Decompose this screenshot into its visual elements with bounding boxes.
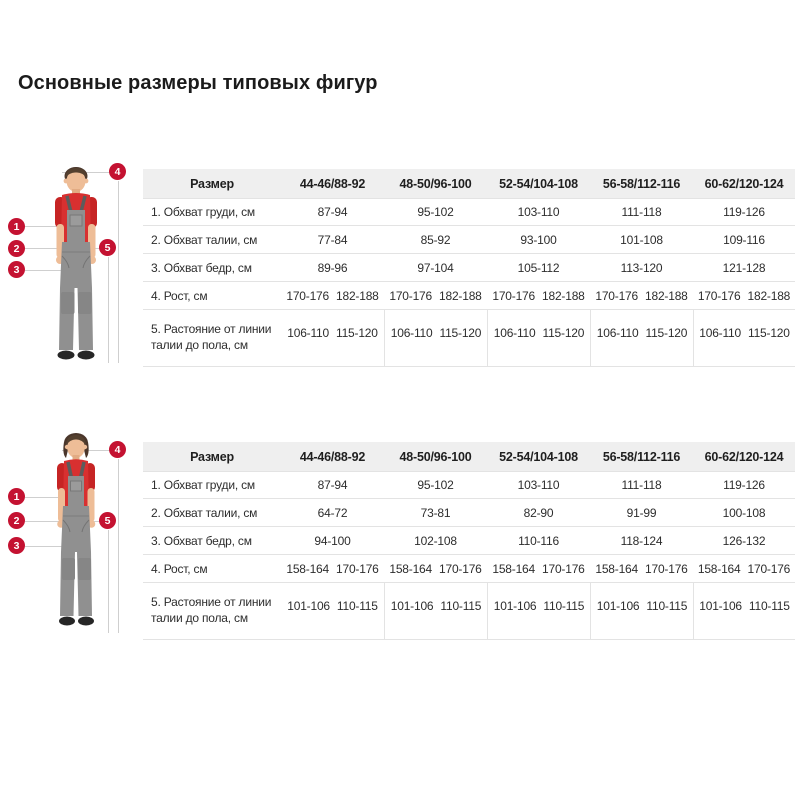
measurement-value: 170-176 [542, 561, 585, 576]
measurement-value-cell [281, 582, 384, 640]
measurement-value: 101-106 [390, 599, 434, 613]
size-column-header: 44-46/88-92 [281, 169, 384, 198]
measurement-value: 115-120 [645, 326, 688, 340]
measurement-value: 101-106 [493, 599, 537, 613]
measurement-value: 64-72 [317, 505, 348, 520]
measurement-value: 85-92 [420, 232, 451, 247]
measurement-value: 106-110 [596, 326, 639, 340]
measurement-value: 101-106 [699, 599, 742, 613]
measurement-value-cell [281, 471, 384, 498]
size-table-corner-header: Размер [143, 169, 281, 198]
measurement-value-cell [487, 198, 590, 225]
measurement-value: 170-176 [389, 288, 432, 303]
measurement-value: 105-112 [517, 260, 560, 275]
body-measurement-marker-3: 3 [8, 261, 25, 278]
measurement-value-cell [693, 253, 795, 281]
measurement-value-cell [487, 309, 590, 367]
measurement-value-cell [281, 526, 384, 554]
measurement-value: 118-124 [620, 533, 663, 548]
measurement-value: 111-118 [621, 478, 662, 492]
measurement-value: 182-188 [747, 288, 791, 303]
measurement-value: 106-110 [493, 326, 536, 340]
measurement-value-cell [384, 554, 487, 582]
measurement-value-cell [384, 471, 487, 498]
measurement-value: 158-164 [697, 561, 741, 576]
measurement-value: 110-115 [336, 599, 378, 613]
measurement-value-cell [693, 554, 795, 582]
measurement-value: 87-94 [317, 478, 348, 492]
measurement-value: 93-100 [520, 232, 557, 247]
measurement-value-cell [590, 253, 693, 281]
measurement-value-cell [590, 309, 693, 367]
measurement-value: 91-99 [626, 505, 657, 520]
measurement-value: 94-100 [314, 533, 351, 548]
measurement-value: 89-96 [317, 260, 348, 275]
measurement-value-cell [590, 554, 693, 582]
measurement-value-cell [693, 198, 795, 225]
woman-figure-illustration [38, 432, 114, 632]
body-measurement-marker-5: 5 [99, 512, 116, 529]
measurement-row-label: 4. Рост, см [143, 281, 281, 309]
measurement-value-cell [281, 498, 384, 526]
measurement-value-cell [384, 309, 487, 367]
measurement-value: 110-116 [518, 533, 559, 548]
measurement-value: 182-188 [645, 288, 688, 303]
measurement-value: 113-120 [620, 260, 663, 275]
measurement-value-cell [487, 471, 590, 498]
men-size-table [143, 169, 795, 367]
measurement-value: 110-115 [543, 599, 585, 613]
measurement-value: 97-104 [417, 260, 454, 275]
body-measurement-marker-4: 4 [109, 163, 126, 180]
measurement-value-cell [281, 253, 384, 281]
measurement-value: 73-81 [420, 505, 451, 520]
body-measurement-marker-2: 2 [8, 240, 25, 257]
body-measurement-marker-2: 2 [8, 512, 25, 529]
measurement-value: 106-110 [287, 326, 329, 340]
measurement-row-label: 3. Обхват бедр, см [143, 526, 281, 554]
measurement-value: 77-84 [317, 232, 348, 247]
body-measurement-marker-1: 1 [8, 218, 25, 235]
size-column-header: 56-58/112-116 [590, 442, 693, 471]
measurement-value-cell [590, 526, 693, 554]
measurement-value: 182-188 [542, 288, 585, 303]
measurement-value-cell [487, 554, 590, 582]
page-title: Основные размеры типовых фигур [18, 72, 378, 94]
height-measure-line [118, 181, 119, 363]
measurement-value: 119-126 [723, 478, 765, 492]
measurement-value: 106-110 [390, 326, 433, 340]
measurement-value: 110-115 [646, 599, 688, 613]
measurement-value-cell [384, 281, 487, 309]
measurement-value-cell [487, 225, 590, 253]
measurement-value-cell [384, 582, 487, 640]
measurement-value-cell [693, 225, 795, 253]
measurement-value-cell [487, 281, 590, 309]
measurement-value-cell [693, 281, 795, 309]
body-measurement-marker-1: 1 [8, 488, 25, 505]
measurement-value-cell [281, 198, 384, 225]
size-column-header: 48-50/96-100 [384, 442, 487, 471]
measurement-value: 106-110 [699, 326, 741, 340]
measurement-value: 182-188 [336, 288, 379, 303]
measurement-value: 158-164 [286, 561, 329, 576]
measurement-value-cell [693, 582, 795, 640]
measurement-value-cell [590, 225, 693, 253]
measurement-value: 110-115 [440, 599, 482, 613]
measurement-value-cell [693, 309, 795, 367]
measurement-value: 100-108 [722, 505, 766, 520]
measurement-value: 115-120 [439, 326, 482, 340]
women-size-table [143, 442, 795, 640]
measurement-value-cell [487, 498, 590, 526]
size-table-corner-header: Размер [143, 442, 281, 471]
measurement-value-cell [487, 582, 590, 640]
size-column-header: 48-50/96-100 [384, 169, 487, 198]
measurement-value-cell [384, 198, 487, 225]
measurement-value-cell [384, 253, 487, 281]
measurement-value: 82-90 [523, 505, 554, 520]
measurement-value: 110-115 [748, 599, 790, 613]
body-measurement-marker-5: 5 [99, 239, 116, 256]
measurement-value-cell [281, 281, 384, 309]
measurement-value: 101-108 [620, 232, 663, 247]
size-column-header: 52-54/104-108 [487, 442, 590, 471]
measurement-value: 170-176 [439, 561, 482, 576]
measurement-row-label: 5. Растояние от линии талии до пола, см [143, 582, 281, 640]
measurement-value: 121-128 [722, 260, 766, 275]
size-column-header: 44-46/88-92 [281, 442, 384, 471]
measurement-row-label: 3. Обхват бедр, см [143, 253, 281, 281]
measurement-value-cell [487, 526, 590, 554]
size-column-header: 60-62/120-124 [693, 169, 795, 198]
measurement-value: 170-176 [697, 288, 741, 303]
measurement-value: 170-176 [595, 288, 638, 303]
measurement-value-cell [693, 471, 795, 498]
measurement-value: 95-102 [417, 478, 454, 492]
measurement-row-label: 1. Обхват груди, см [143, 198, 281, 225]
measurement-value-cell [590, 198, 693, 225]
measurement-value: 103-110 [517, 205, 560, 219]
measurement-value: 170-176 [492, 288, 535, 303]
measurement-value-cell [693, 498, 795, 526]
height-measure-line [118, 459, 119, 633]
body-measurement-marker-4: 4 [109, 441, 126, 458]
measurement-value: 119-126 [723, 205, 765, 219]
measurement-row-label: 4. Рост, см [143, 554, 281, 582]
measurement-value: 95-102 [417, 205, 454, 219]
measurement-value: 182-188 [439, 288, 482, 303]
measurement-row-label: 1. Обхват груди, см [143, 471, 281, 498]
measurement-value: 101-106 [287, 599, 330, 613]
measurement-value: 115-120 [542, 326, 585, 340]
measurement-value: 170-176 [747, 561, 791, 576]
measurement-value: 170-176 [645, 561, 688, 576]
measurement-value: 158-164 [389, 561, 432, 576]
measurement-row-label: 2. Обхват талии, см [143, 225, 281, 253]
size-column-header: 52-54/104-108 [487, 169, 590, 198]
measurement-value: 102-108 [414, 533, 457, 548]
measurement-value-cell [384, 225, 487, 253]
measurement-value-cell [590, 582, 693, 640]
measurement-value: 101-106 [596, 599, 640, 613]
measurement-value: 158-164 [595, 561, 638, 576]
measurement-value-cell [487, 253, 590, 281]
measurement-value-cell [590, 498, 693, 526]
man-figure-illustration [38, 166, 114, 366]
measurement-row-label: 5. Растояние от линии талии до пола, см [143, 309, 281, 367]
measurement-value: 109-116 [723, 232, 765, 247]
measurement-value-cell [281, 309, 384, 367]
measurement-value-cell [384, 498, 487, 526]
size-column-header: 60-62/120-124 [693, 442, 795, 471]
measurement-value-cell [281, 225, 384, 253]
measurement-value: 126-132 [722, 533, 766, 548]
measurement-value-cell [693, 526, 795, 554]
measurement-value: 111-118 [621, 205, 662, 219]
measurement-value: 115-120 [336, 326, 378, 340]
measurement-value: 170-176 [336, 561, 379, 576]
measurement-row-label: 2. Обхват талии, см [143, 498, 281, 526]
measurement-value: 103-110 [517, 478, 560, 492]
measurement-value: 170-176 [286, 288, 329, 303]
size-column-header: 56-58/112-116 [590, 169, 693, 198]
measurement-value-cell [590, 281, 693, 309]
measurement-value-cell [281, 554, 384, 582]
measurement-value: 158-164 [492, 561, 535, 576]
measurement-value-cell [590, 471, 693, 498]
measurement-value: 87-94 [317, 205, 348, 219]
measurement-value: 115-120 [748, 326, 790, 340]
measurement-value-cell [384, 526, 487, 554]
body-measurement-marker-3: 3 [8, 537, 25, 554]
